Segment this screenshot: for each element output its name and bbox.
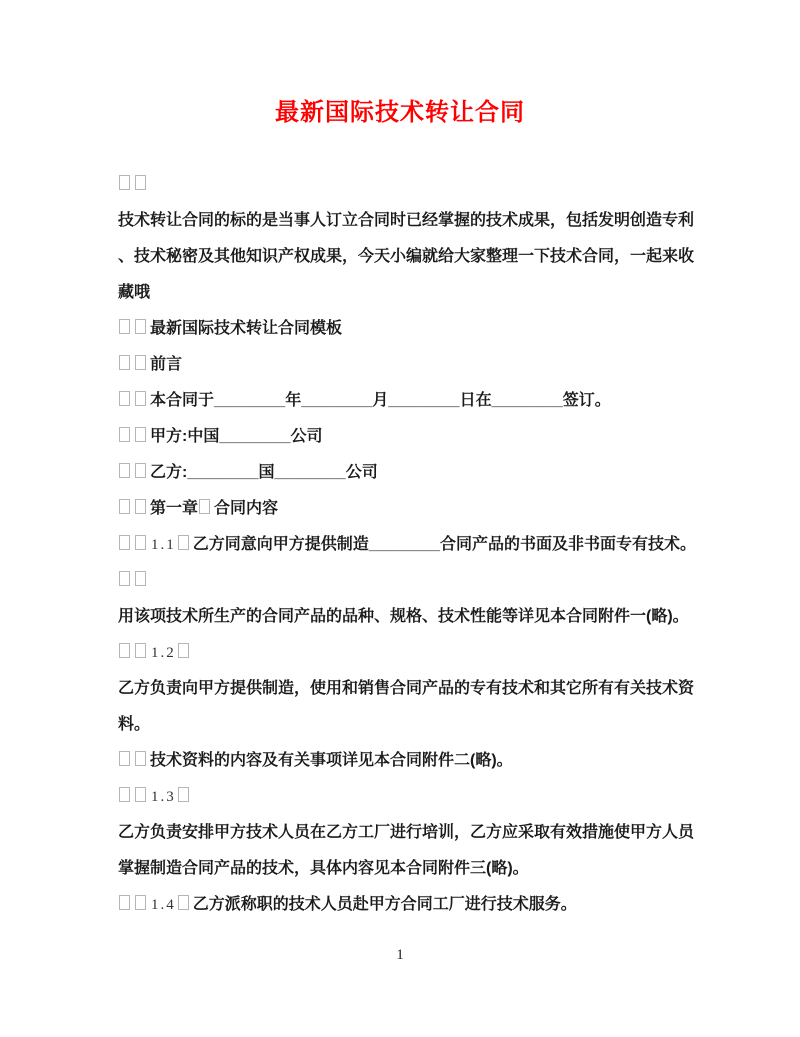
document-line <box>118 383 682 419</box>
placeholder-box <box>177 536 193 553</box>
document-line <box>118 311 682 347</box>
placeholder-box <box>118 788 150 805</box>
placeholder-box <box>118 500 150 517</box>
placeholder-box <box>118 572 150 589</box>
line-text: 乙方负责安排甲方技术人员在乙方工厂进行培训，乙方应采取有效措施使甲方人员 <box>118 824 695 841</box>
page-number: 1 <box>396 947 404 963</box>
document-line <box>118 887 682 923</box>
line-text: 甲方:中国________公司 <box>150 428 323 445</box>
document-line <box>118 779 682 815</box>
line-text: 、技术秘密及其他知识产权成果，今天小编就给大家整理一下技术合同，一起来收 <box>118 248 695 265</box>
document-line <box>118 851 682 887</box>
document-title: 最新国际技术转让合同 <box>275 99 525 126</box>
line-text: 技术资料的内容及有关事项详见本合同附件二(略)。 <box>150 752 513 769</box>
line-text: 前言 <box>150 356 183 373</box>
document-line <box>118 203 695 239</box>
document-line <box>118 347 682 383</box>
section-number: 1.4 <box>151 897 176 913</box>
document-line <box>118 455 682 491</box>
placeholder-box <box>118 536 150 553</box>
line-text: 用该项技术所生产的合同产品的品种、规格、技术性能等详见本合同附件一(略)。 <box>118 608 689 625</box>
placeholder-box <box>177 644 193 661</box>
document-line <box>118 527 696 563</box>
document-line <box>118 167 682 203</box>
line-text: 技术转让合同的标的是当事人订立合同时已经掌握的技术成果，包括发明创造专利 <box>118 212 695 229</box>
placeholder-box <box>118 320 150 337</box>
placeholder-box <box>118 752 150 769</box>
line-text: 藏哦 <box>118 284 151 301</box>
line-text: 乙方派称职的技术人员赴甲方合同工厂进行技术服务。 <box>192 896 577 913</box>
line-text: 合同内容 <box>214 500 279 517</box>
document-line <box>118 563 682 599</box>
section-number: 1.2 <box>151 645 176 661</box>
document-line <box>118 815 695 851</box>
placeholder-box <box>118 392 150 409</box>
line-text: 乙方负责向甲方提供制造，使用和销售合同产品的专有技术和其它所有有关技术资 <box>118 680 695 697</box>
placeholder-box <box>118 428 150 445</box>
document-line <box>118 743 682 779</box>
document-line <box>118 671 695 707</box>
section-number: 1.1 <box>151 537 176 553</box>
line-text: 本合同于________年________月________日在________签订。 <box>150 392 611 409</box>
placeholder-box <box>118 896 150 913</box>
document-body <box>118 167 696 923</box>
document-line <box>118 491 682 527</box>
document-line <box>118 635 682 671</box>
section-number: 1.3 <box>151 789 176 805</box>
placeholder-box <box>118 176 150 193</box>
placeholder-box <box>177 788 193 805</box>
document-line <box>118 239 695 275</box>
placeholder-box <box>118 644 150 661</box>
line-text: 料。 <box>118 716 151 733</box>
document-line <box>118 275 682 311</box>
document-line <box>118 599 689 635</box>
placeholder-box <box>118 356 150 373</box>
placeholder-box <box>177 896 193 913</box>
line-text: 最新国际技术转让合同模板 <box>150 320 343 337</box>
document-line <box>118 419 682 455</box>
line-text: 第一章 <box>150 500 199 517</box>
line-text: 乙方同意向甲方提供制造________合同产品的书面及非书面专有技术。 <box>192 536 696 553</box>
placeholder-box <box>198 500 214 517</box>
document-line <box>118 707 682 743</box>
placeholder-box <box>118 464 150 481</box>
line-text: 乙方:________国________公司 <box>150 464 378 481</box>
line-text: 掌握制造合同产品的技术，具体内容见本合同附件三(略)。 <box>118 860 529 877</box>
